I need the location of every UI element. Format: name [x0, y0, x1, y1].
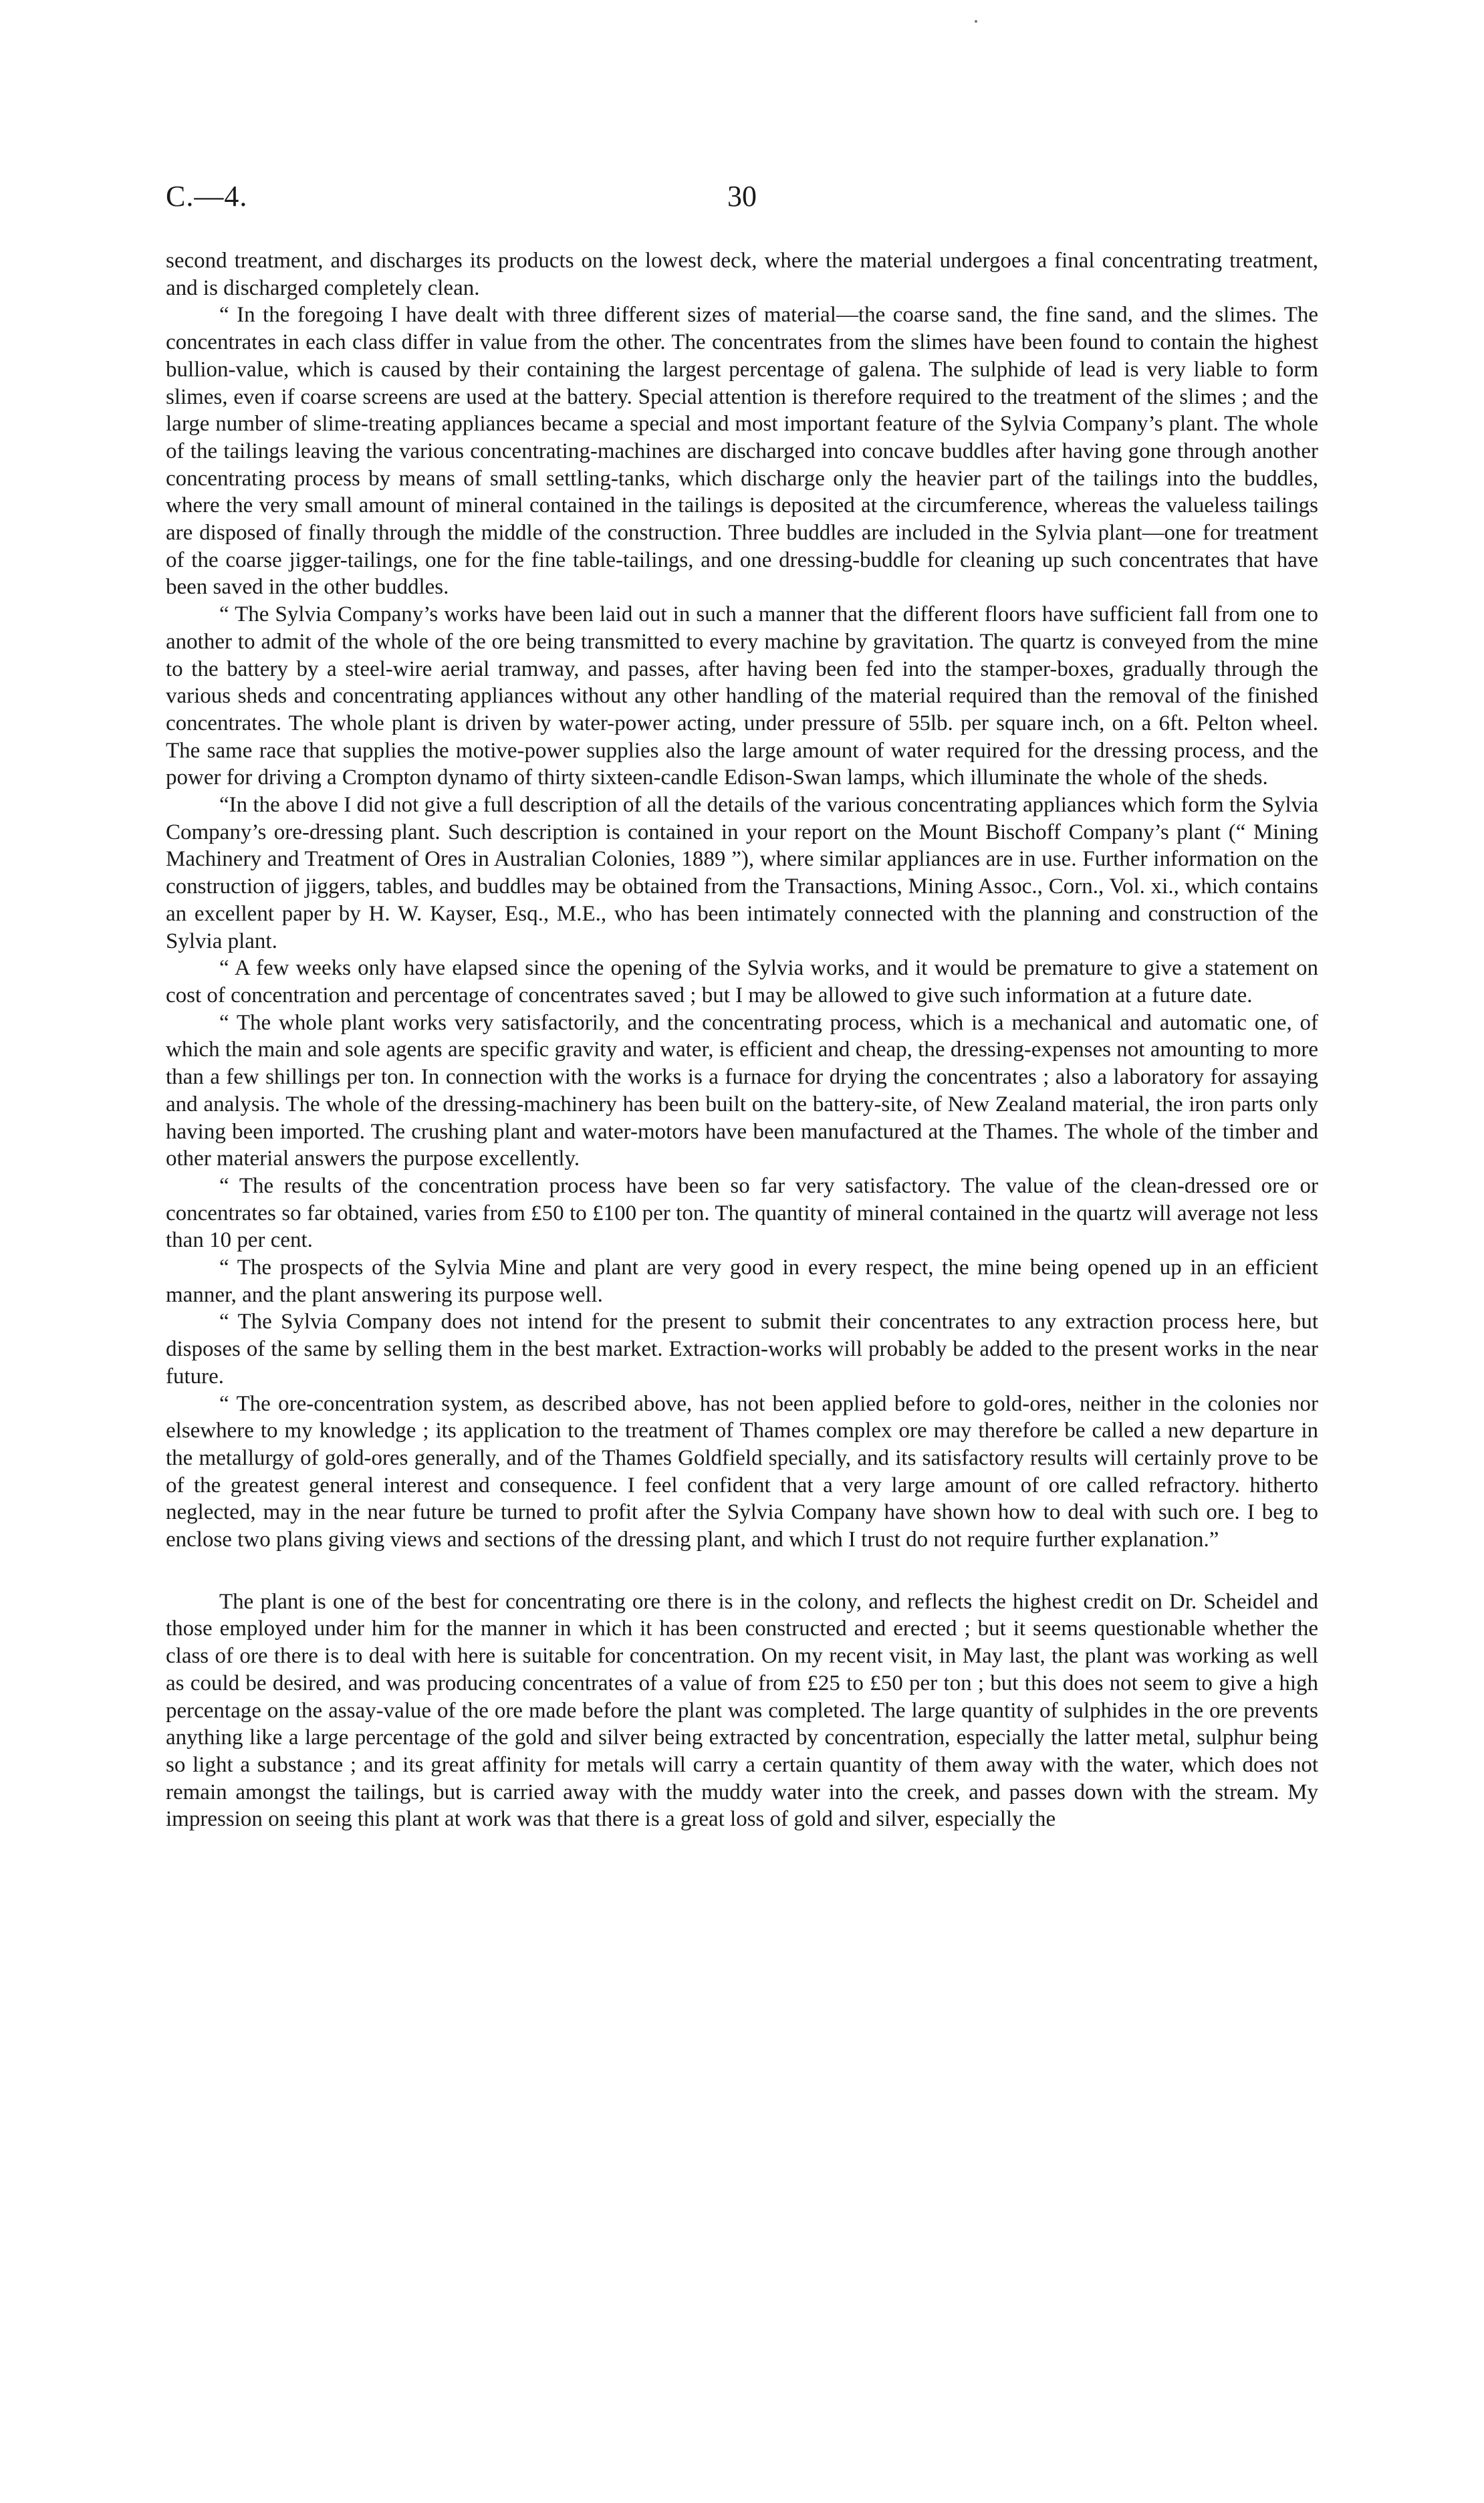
paragraph: “ The ore-concentration system, as described above, has not been applied before to gold-ores, neither in the colonies nor elsewhere to my knowledge ; its application to the treatment of Thames complex ore may therefore be called a new departure in the metallurgy of gold-ores generally, and of the Thames Goldfield specially, and its satisfactory results will certainly prove to be of the greatest general interest and consequence. I feel confident that a very large amount of ore called refractory. hitherto neglected, may in the near future be turned to profit after the Sylvia Company have shown how to deal with such ore. I beg to enclose two plans giving views and sections of the dressing plant, and which I trust do not require further explanation.” — [166, 1391, 1318, 1552]
paragraph: “ A few weeks only have elapsed since the opening of the Sylvia works, and it would be premature to give a statement on cost of concentration and percentage of concentrates saved ; but I may be allowed to give such information at a future date. — [166, 956, 1318, 1007]
paragraph: “ The prospects of the Sylvia Mine and plant are very good in every respect, the mine being opened up in an efficient manner, and the plant answering its purpose well. — [166, 1256, 1318, 1307]
paragraph: “ The whole plant works very satisfactorily, and the concentrating process, which is a mechanical and automatic one, of which the main and sole agents are specific gravity and water, is efficient and cheap, the dressing-expenses not amounting to more than a few shillings per ton. In connection with the works is a furnace for drying the concentrates ; also a laboratory for assaying and analysis. The whole of the dressing-machinery has been built on the battery-site, of New Zealand material, the iron parts only having been imported. The crushing plant and water-motors have been manufactured at the Thames. The whole of the timber and other material answers the purpose excellently. — [166, 1010, 1318, 1171]
document-code: C.—4. — [166, 180, 248, 213]
paragraph: “ The Sylvia Company’s works have been laid out in such a manner that the different floors have sufficient fall from one to another to admit of the whole of the ore being transmitted to every machine by gravitation. The quartz is conveyed from the mine to the battery by a steel-wire aerial tramway, and passes, after having been fed into the stamper-boxes, gradually through the various sheds and concentrating appliances without any other handling of the material required than the removal of the finished concentrates. The whole plant is driven by water-power acting, under pressure of 55lb. per square inch, on a 6ft. Pelton wheel. The same race that supplies the motive-power supplies also the large amount of water required for the dressing process, and the power for driving a Crompton dynamo of thirty sixteen-candle Edison-Swan lamps, which illuminate the whole of the sheds. — [166, 602, 1318, 790]
paragraph: “ The results of the concentration process have been so far very satisfactory. The value of the clean-dressed ore or concentrates so far obtained, varies from £50 to £100 per ton. The quantity of mineral contained in the quartz will average not less than 10 per cent. — [166, 1173, 1318, 1253]
page-header — [166, 179, 1318, 226]
scan-speck — [975, 20, 977, 23]
paragraph: “In the above I did not give a full description of all the details of the various concentrating appliances which form the Sylvia Company’s ore-dressing plant. Such description is contained in your report on the Mount Bischoff Company’s plant (“ Mining Machinery and Treatment of Ores in Australian Colonies, 1889 ”), where similar appliances are in use. Further information on the construction of jiggers, tables, and buddles may be obtained from the Transactions, Mining Assoc., Corn., Vol. xi., which contains an excellent paper by H. W. Kayser, Esq., M.E., who has been intimately connected with the planning and construction of the Sylvia plant. — [166, 793, 1318, 953]
paragraph-commentary: The plant is one of the best for concentrating ore there is in the colony, and reflects the highest credit on Dr. Scheidel and those employed under him for the manner in which it has been constructed and erected ; but it seems questionable whether the class of ore there is to deal with here is suitable for concentration. On my recent visit, in May last, the plant was working as well as could be desired, and was producing concentrates of a value of from £25 to £50 per ton ; but this does not seem to give a high percentage on the assay-value of the ore made before the plant was completed. The large quantity of sulphides in the ore prevents anything like a large percentage of the gold and silver being extracted by concentration, especially the latter metal, sulphur being so light a substance ; and its great affinity for metals will carry a certain quantity of them away with the water, which does not remain amongst the tailings, but is carried away with the muddy water into the creek, and passes down with the stream. My impression on seeing this plant at work was that there is a great loss of gold and silver, especially the — [166, 1589, 1318, 1832]
paragraph: “ In the foregoing I have dealt with three different sizes of material—the coarse sand, the fine sand, and the slimes. The concentrates in each class differ in value from the other. The concentrates from the slimes have been found to contain the highest bullion-value, which is caused by their containing the largest percentage of galena. The sulphide of lead is very liable to form slimes, even if coarse screens are used at the battery. Special attention is therefore required to the treatment of the slimes ; and the large number of slime-treating appliances became a special and most important feature of the Sylvia Company’s plant. The whole of the tailings leaving the various concentrating-machines are discharged into concave buddles after having gone through another concentrating process by means of small settling-tanks, which discharge only the heavier part of the tailings into the buddles, where the very small amount of mineral contained in the tailings is deposited at the circumference, whereas the valueless tailings are disposed of finally through the middle of the construction. Three buddles are included in the Sylvia plant—one for treatment of the coarse jigger-tailings, one for the fine table-tailings, and one dressing-buddle for cleaning up such concentrates that have been saved in the other buddles. — [166, 303, 1318, 600]
paragraph-continuation: second treatment, and discharges its products on the lowest deck, where the material undergoes a final concentrating treatment, and is discharged completely clean. — [166, 249, 1318, 300]
body-text — [166, 247, 1318, 1833]
paragraph: “ The Sylvia Company does not intend for the present to submit their concentrates to any extraction process here, but disposes of the same by selling them in the best market. Extraction-works will probably be added to the present works in the near future. — [166, 1310, 1318, 1389]
page-number: 30 — [727, 180, 757, 213]
